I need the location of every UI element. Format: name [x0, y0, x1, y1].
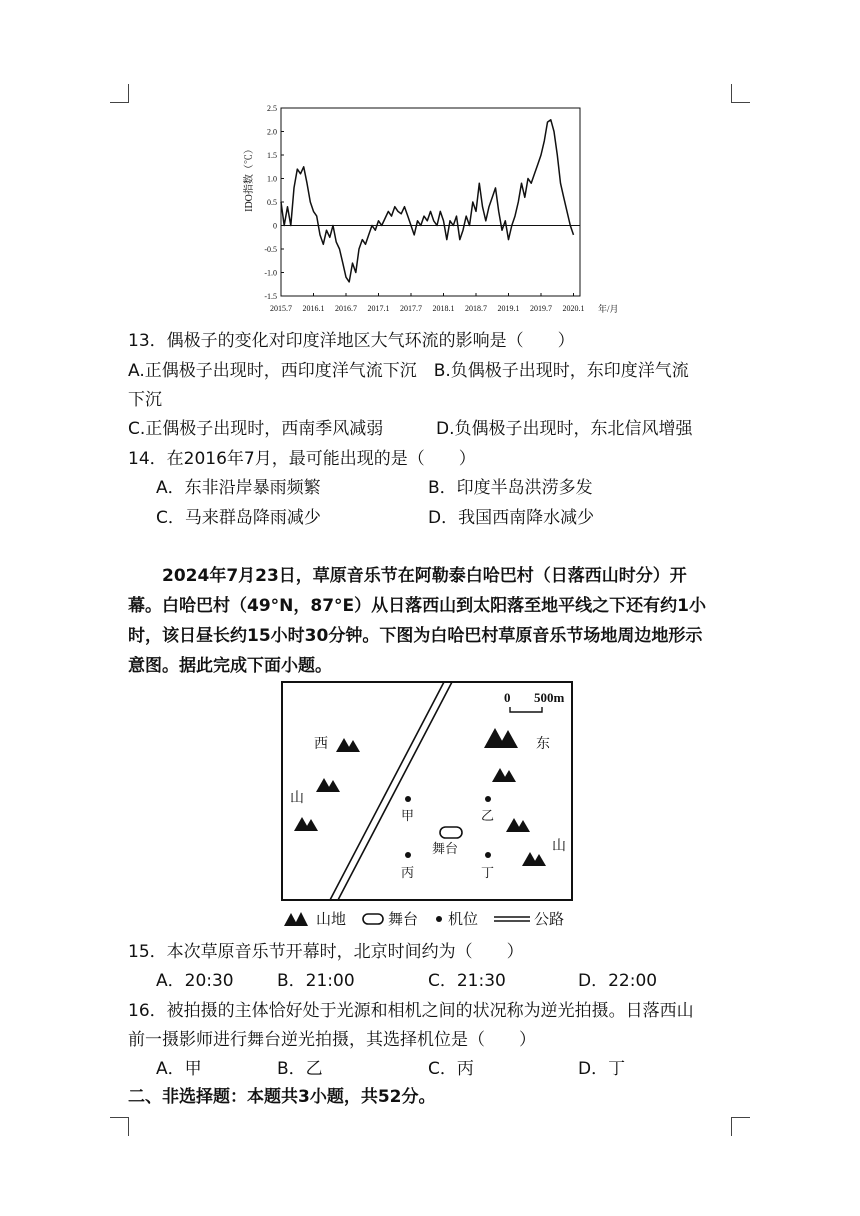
q15-option-c: C．21:30: [428, 971, 506, 991]
chart-x-tick-label: 2018.1: [432, 304, 455, 313]
legend-stage: 舞台: [388, 910, 419, 928]
chart-y-tick-label: -1.5: [264, 292, 277, 301]
chart-y-tick-label: 0.5: [267, 198, 277, 207]
q16-stem-line-2: 前一摄影师进行舞台逆光拍摄，其选择机位是（ ）: [128, 1030, 536, 1050]
ido-index-line: [281, 120, 574, 282]
q13-stem: 13．偶极子的变化对印度洋地区大气环流的影响是（ ）: [128, 331, 575, 351]
crop-mark-top-left: [110, 84, 129, 103]
chart-plot-frame: [281, 108, 580, 296]
chart-x-tick-label: 2020.1: [562, 304, 585, 313]
camera-position-ding: [485, 852, 491, 858]
q15-stem: 15．本次草原音乐节开幕时，北京时间约为（ ）: [128, 942, 524, 962]
chart-x-tick-label: 2019.1: [497, 304, 520, 313]
chart-x-tick-label: 2017.1: [367, 304, 390, 313]
chart-x-tick-label: 2019.7: [530, 304, 552, 313]
chart-x-tick-label: 2016.1: [302, 304, 325, 313]
chart-x-tick-label: 2015.7: [270, 304, 292, 313]
crop-mark-bottom-left: [110, 1117, 129, 1136]
chart-y-tick-label: -0.5: [264, 245, 277, 254]
q15-option-d: D．22:00: [578, 971, 658, 991]
position-ding-label: 丁: [481, 866, 495, 881]
chart-y-tick-label: 2.5: [267, 104, 277, 113]
mountain-icon: [522, 852, 546, 866]
chart-y-axis-label: IDO指数（℃）: [244, 144, 255, 212]
chart-x-tick-label: 2018.7: [465, 304, 487, 313]
road-line-1: [330, 682, 444, 900]
q15-option-a: A．20:30: [156, 971, 234, 991]
scale-value: 500m: [534, 690, 565, 705]
mountain-icon: [506, 818, 530, 832]
q14-option-c: C．马来群岛降雨减少: [156, 508, 321, 528]
west-label: 西: [314, 736, 328, 752]
chart-y-tick-label: 0: [273, 221, 277, 231]
q16-option-b: B．乙: [277, 1059, 323, 1079]
east-label: 东: [536, 736, 550, 752]
stage-legend-icon: [362, 912, 384, 926]
road-legend-icon: [494, 914, 530, 924]
stage-label: 舞台: [432, 842, 459, 857]
crop-mark-top-right: [731, 84, 750, 103]
camera-position-bing: [405, 852, 411, 858]
crop-mark-bottom-right: [731, 1117, 750, 1136]
chart-y-tick-label: 1.0: [267, 174, 277, 184]
passage-line-4: 意图。据此完成下面小题。: [128, 656, 332, 676]
ido-index-chart: [240, 100, 630, 322]
camera-position-yi: [485, 796, 491, 802]
section-2-heading: 二、非选择题：本题共3小题，共52分。: [128, 1087, 436, 1107]
position-yi-label: 乙: [481, 809, 495, 824]
road-line-2: [338, 682, 452, 900]
q16-option-a: A．甲: [156, 1059, 202, 1079]
q14-option-a: A．东非沿岸暴雨频繁: [156, 478, 321, 498]
q13-option-c: C.正偶极子出现时，西南季风减弱: [128, 419, 384, 439]
q16-option-c: C．丙: [428, 1059, 474, 1079]
q14-option-b: B．印度半岛洪涝多发: [428, 478, 593, 498]
west-mountain-label: 山: [290, 790, 304, 806]
terrain-map: [280, 680, 576, 904]
passage-line-3: 时，该日昼长约15小时30分钟。下图为白哈巴村草原音乐节场地周边地形示: [128, 626, 703, 646]
q16-stem-line-1: 16．被拍摄的主体恰好处于光源和相机之间的状况称为逆光拍摄。日落西山: [128, 1001, 694, 1021]
mountain-icon: [294, 817, 318, 831]
chart-x-axis-label: 年/月: [598, 304, 619, 314]
passage-line-1: 2024年7月23日，草原音乐节在阿勒泰白哈巴村（日落西山时分）开: [162, 566, 687, 586]
q13-options-a-b: A.正偶极子出现时，西印度洋气流下沉 B.负偶极子出现时，东印度洋气流: [128, 361, 689, 381]
east-mountain-label: 山: [552, 838, 566, 854]
chart-x-tick-label: 2016.7: [335, 304, 357, 313]
q15-option-b: B．21:00: [277, 971, 355, 991]
q13-option-d: D.负偶极子出现时，东北信风增强: [436, 419, 693, 439]
mountain-legend-icon: [284, 911, 312, 927]
chart-y-tick-label: -1.0: [264, 268, 277, 278]
map-legend: [284, 908, 564, 929]
scale-bar: [510, 707, 542, 712]
passage: [128, 561, 728, 681]
scale-zero: 0: [504, 690, 511, 705]
q16-option-d: D．丁: [578, 1059, 626, 1079]
chart-y-tick-label: 1.5: [267, 151, 277, 160]
q13-options-b-cont: 下沉: [128, 390, 162, 410]
camera-position-jia: [405, 796, 411, 802]
stage-icon: [440, 827, 462, 838]
mountain-icon: [336, 738, 360, 752]
mountain-icon: [484, 728, 518, 748]
q14-option-d: D．我国西南降水减少: [428, 508, 595, 528]
legend-camera: 机位: [448, 910, 479, 928]
legend-road: 公路: [534, 910, 565, 928]
passage-line-2: 幕。白哈巴村（49°N，87°E）从日落西山到太阳落至地平线之下还有约1小: [128, 596, 706, 616]
position-bing-label: 丙: [401, 866, 415, 881]
mountain-icon: [316, 778, 340, 792]
position-jia-label: 甲: [401, 809, 415, 824]
chart-x-tick-label: 2017.7: [400, 304, 422, 313]
mountain-icon: [492, 768, 516, 782]
camera-legend-icon: [434, 914, 444, 924]
chart-y-tick-label: 2.0: [267, 127, 277, 137]
q14-stem: 14．在2016年7月，最可能出现的是（ ）: [128, 449, 476, 469]
legend-mountain: 山地: [316, 910, 347, 928]
